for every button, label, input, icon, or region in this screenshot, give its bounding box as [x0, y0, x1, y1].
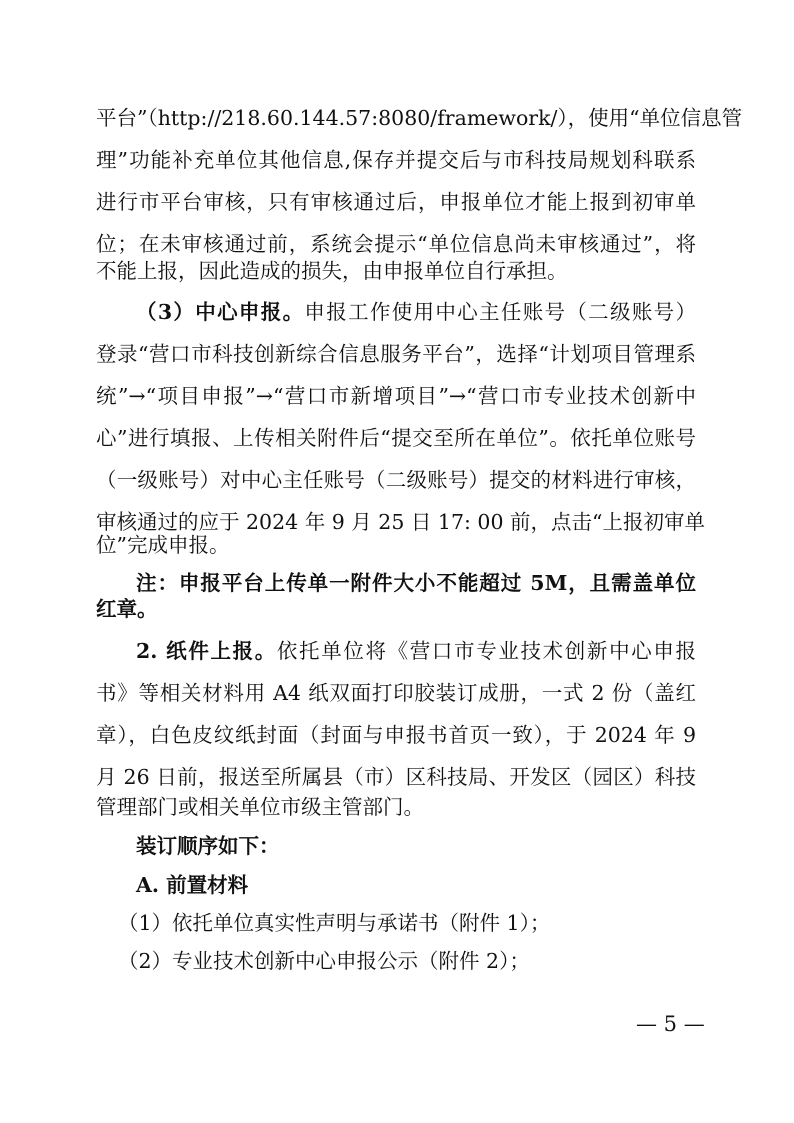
note-line: 红章。: [96, 597, 158, 621]
list-item: （1）依托单位真实性声明与承诺书（附件 1）；: [118, 911, 551, 935]
body-line: 位；在未审核通过前，系统会提示“单位信息尚未审核通过”，将: [96, 232, 696, 256]
body-line: 进行市平台审核，只有审核通过后，申报单位才能上报到初审单: [96, 190, 696, 214]
subheading: 装订顺序如下：: [136, 834, 280, 858]
body-line: 统”→“项目申报”→“营口市新增项目”→“营口市专业技术创新中: [96, 384, 696, 408]
body-line: 心”进行填报、上传相关附件后“提交至所在单位”。依托单位账号: [96, 426, 696, 450]
note-line: 注：申报平台上传单一附件大小不能超过 5M，且需盖单位: [136, 571, 696, 595]
body-line: 管理部门或相关单位市级主管部门。: [96, 795, 424, 819]
body-line: 平台”（http://218.60.144.57:8080/framework/），使用“单位信息管: [96, 106, 743, 130]
body-line: 月 26 日前，报送至所属县（市）区科技局、开发区（园区）科技: [96, 765, 696, 789]
body-line: （一级账号）对中心主任账号（二级账号）提交的材料进行审核，: [96, 468, 696, 492]
section-line: （3）中心申报。申报工作使用中心主任账号（二级账号）: [136, 300, 697, 324]
body-line: 不能上报，因此造成的损失，由申报单位自行承担。: [96, 259, 568, 283]
body-line: 理”功能补充单位其他信息,保存并提交后与市科技局规划科联系: [96, 148, 696, 172]
body-line: 审核通过的应于 2024 年 9 月 25 日 17: 00 前，点击“上报初审单: [96, 510, 706, 534]
section-heading: （3）中心申报。: [136, 300, 305, 324]
body-line: 位”完成申报。: [96, 533, 230, 557]
section-heading: 2. 纸件上报。: [136, 639, 277, 663]
list-item: （2）专业技术创新中心申报公示（附件 2）；: [118, 949, 530, 973]
body-line: 书》等相关材料用 A4 纸双面打印胶装订成册，一式 2 份（盖红: [96, 681, 696, 705]
page-number: — 5 —: [636, 1012, 705, 1036]
body-line: 章），白色皮纹纸封面（封面与申报书首页一致），于 2024 年 9: [96, 723, 696, 747]
subheading: A. 前置材料: [136, 873, 249, 897]
body-line: 登录“营口市科技创新综合信息服务平台”，选择“计划项目管理系: [96, 342, 696, 366]
section-line: 2. 纸件上报。依托单位将《营口市专业技术创新中心申报: [136, 639, 696, 663]
